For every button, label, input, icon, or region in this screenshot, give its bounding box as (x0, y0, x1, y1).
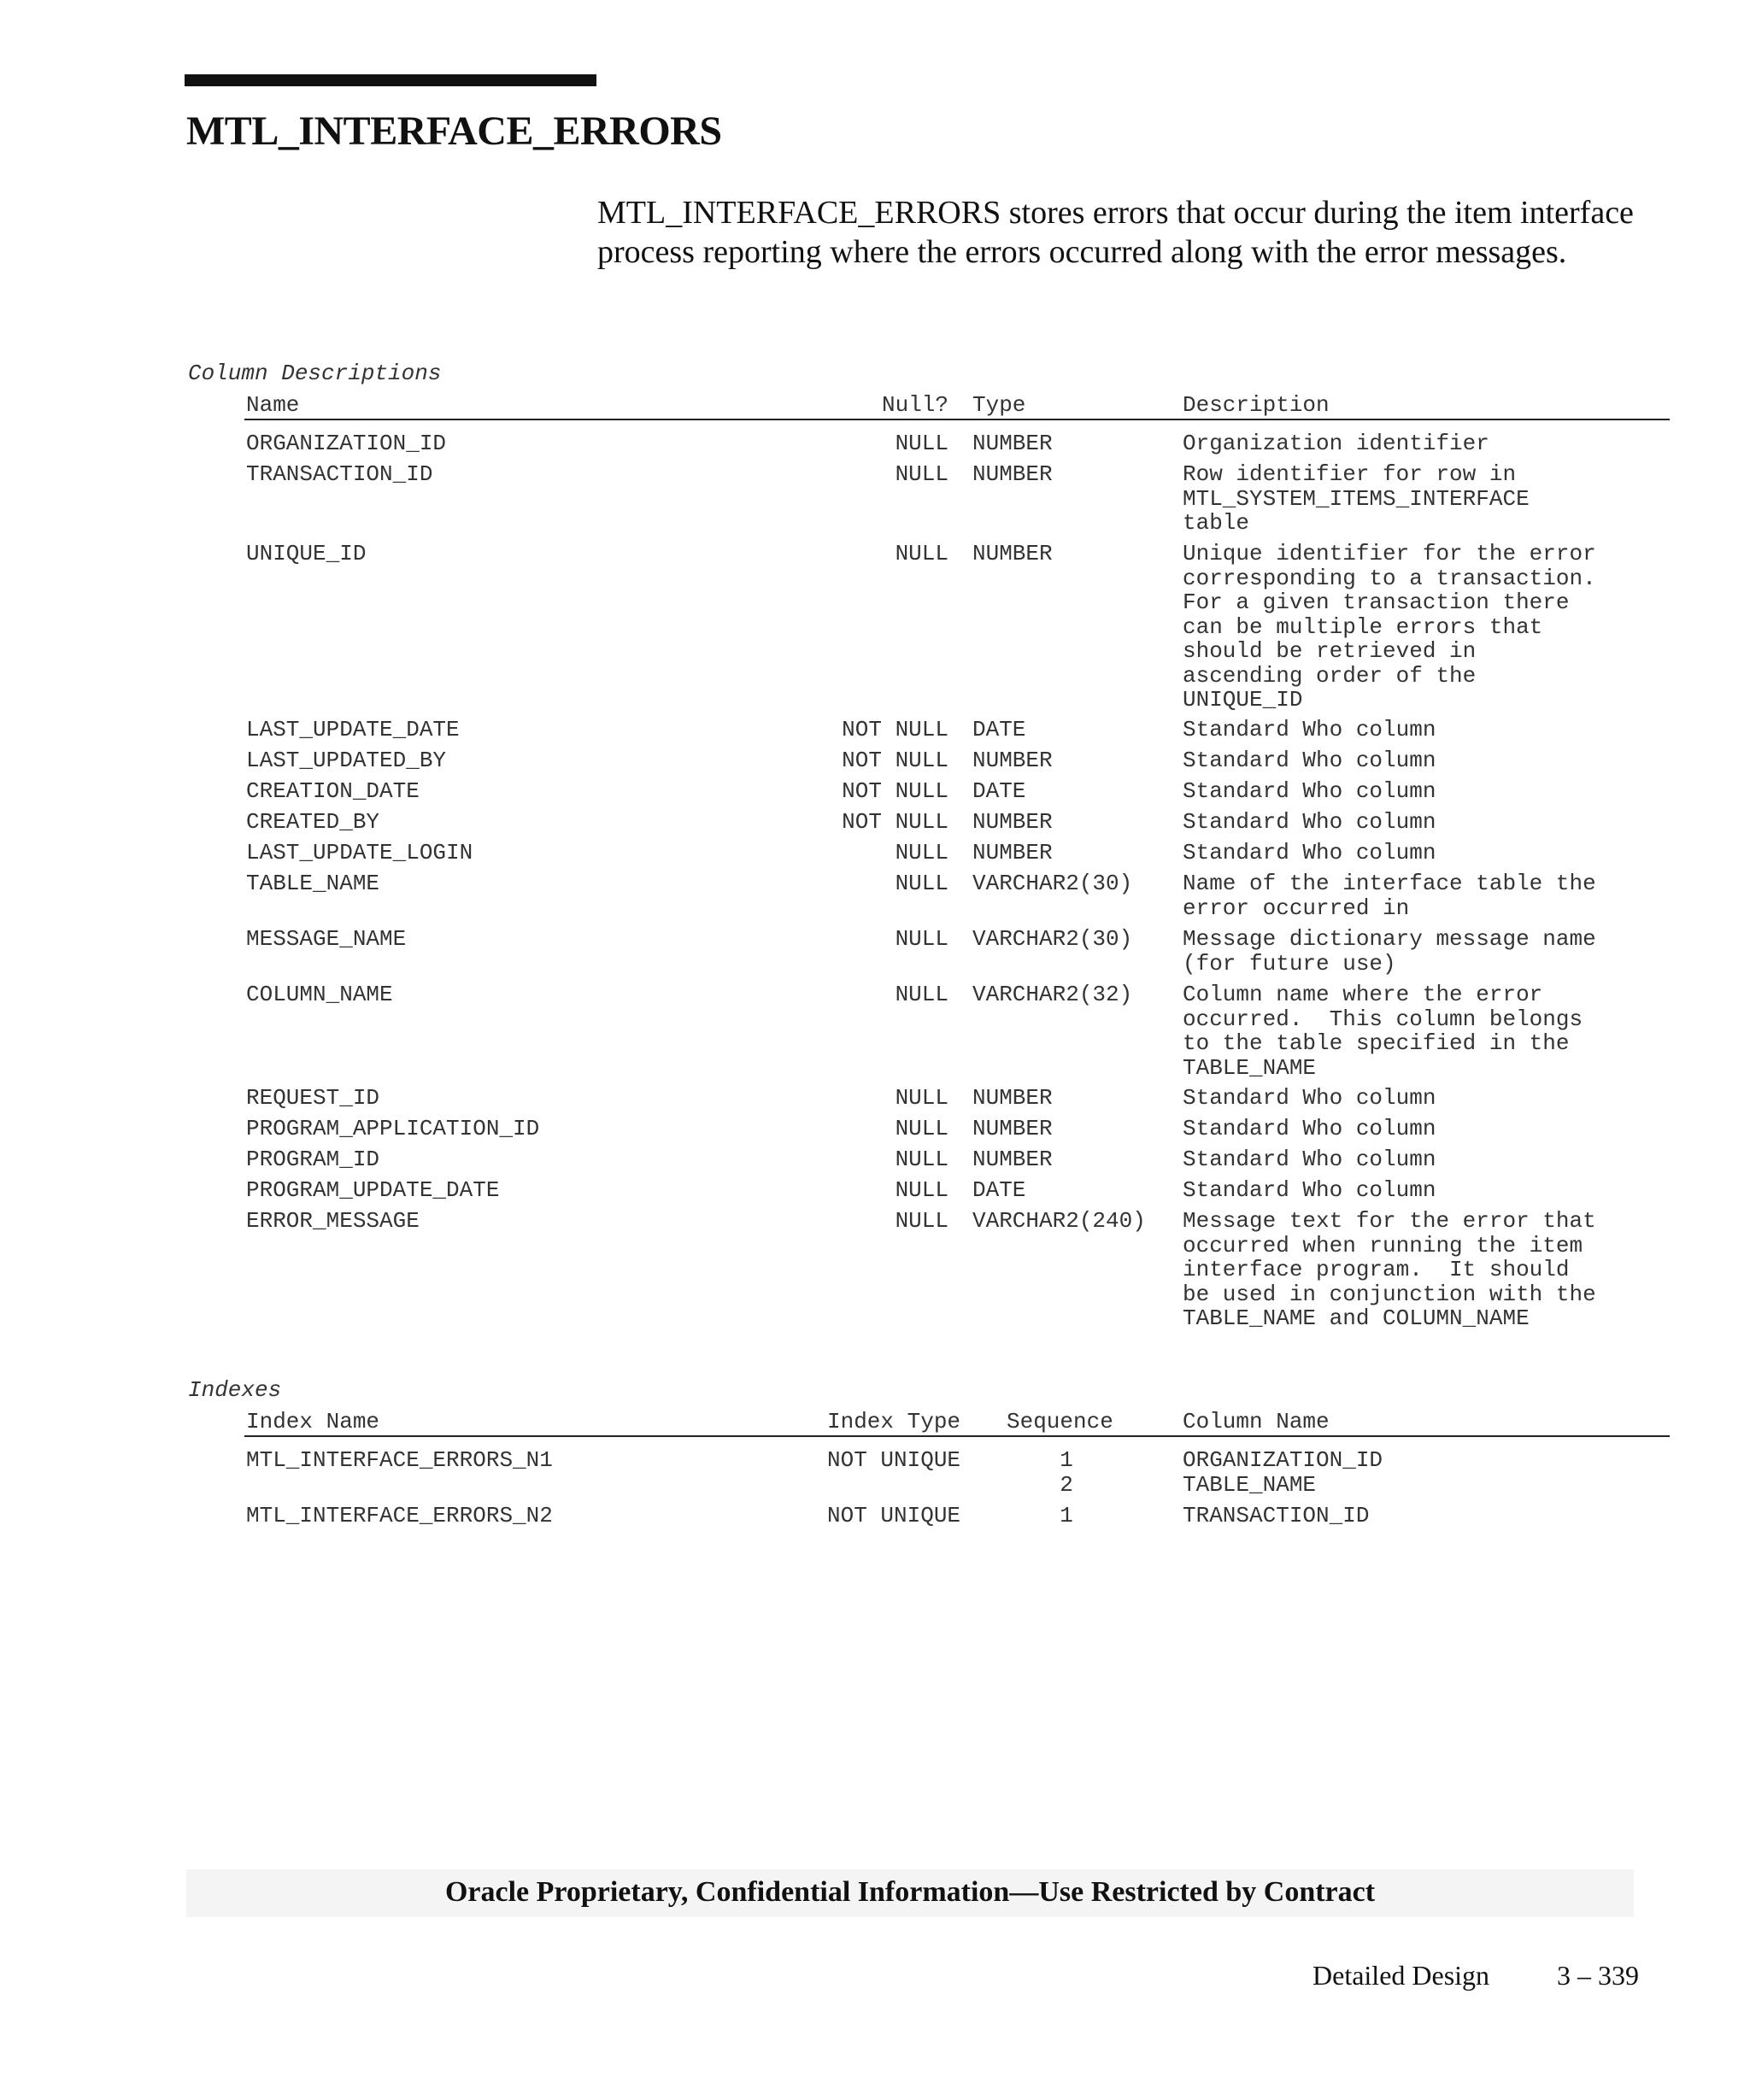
column-name: LAST_UPDATE_DATE (246, 717, 460, 742)
indexes-header-rule (244, 1435, 1670, 1437)
table-intro: MTL_INTERFACE_ERRORS stores errors that occur during the item interface process reporting where the errors occurred along with the error messages. (597, 195, 1634, 270)
header-name: Name (246, 392, 300, 418)
column-null: NULL (895, 1208, 948, 1234)
header-index-name: Index Name (246, 1409, 380, 1434)
index-sequence: 1 2 (1060, 1447, 1073, 1498)
index-type: NOT UNIQUE (827, 1447, 961, 1473)
header-null: Null? (881, 392, 948, 418)
index-column-name: ORGANIZATION_ID TABLE_NAME (1183, 1447, 1383, 1498)
column-name: PROGRAM_APPLICATION_ID (246, 1116, 540, 1141)
column-description: Standard Who column (1183, 840, 1436, 865)
column-name: REQUEST_ID (246, 1085, 380, 1111)
header-description: Description (1183, 392, 1330, 418)
column-type: NUMBER (972, 431, 1053, 456)
column-name: ORGANIZATION_ID (246, 431, 447, 456)
column-description: Column name where the error occurred. This column belongs to the table specified in the TABLE_NAME (1183, 982, 1583, 1081)
column-name: TRANSACTION_ID (246, 461, 433, 487)
index-name: MTL_INTERFACE_ERRORS_N2 (246, 1503, 553, 1528)
column-name: LAST_UPDATED_BY (246, 748, 447, 773)
column-description: Unique identifier for the error corresponding to a transaction. For a given transaction there can be multiple errors that should be retrieved in ascending order of the UNIQUE_ID (1183, 541, 1596, 713)
column-null: NULL (895, 871, 948, 896)
column-null: NOT NULL (842, 717, 948, 742)
column-name: COLUMN_NAME (246, 982, 393, 1007)
column-type: NUMBER (972, 809, 1053, 835)
column-name: CREATION_DATE (246, 778, 420, 804)
column-null: NULL (895, 926, 948, 952)
column-null: NULL (895, 431, 948, 456)
column-name: LAST_UPDATE_LOGIN (246, 840, 473, 865)
column-type: DATE (972, 717, 1026, 742)
header-type: Type (972, 392, 1026, 418)
index-sequence: 1 (1060, 1503, 1073, 1528)
header-index-type: Index Type (827, 1409, 961, 1434)
column-type: NUMBER (972, 541, 1053, 566)
column-name: PROGRAM_UPDATE_DATE (246, 1177, 500, 1203)
column-name: MESSAGE_NAME (246, 926, 407, 952)
column-null: NULL (895, 1116, 948, 1141)
title-rule (185, 74, 596, 86)
column-name: UNIQUE_ID (246, 541, 367, 566)
column-description: Standard Who column (1183, 717, 1436, 742)
page-number: 3 – 339 (1557, 1960, 1639, 1991)
column-null: NULL (895, 541, 948, 566)
column-name: CREATED_BY (246, 809, 380, 835)
column-name: PROGRAM_ID (246, 1147, 380, 1172)
column-null: NULL (895, 982, 948, 1007)
header-sequence: Sequence (1007, 1409, 1113, 1434)
column-type: NUMBER (972, 1116, 1053, 1141)
column-type: VARCHAR2(32) (972, 982, 1133, 1007)
column-type: NUMBER (972, 1147, 1053, 1172)
index-type: NOT UNIQUE (827, 1503, 961, 1528)
column-type: VARCHAR2(30) (972, 926, 1133, 952)
column-null: NULL (895, 461, 948, 487)
header-column-name: Column Name (1183, 1409, 1330, 1434)
column-name: TABLE_NAME (246, 871, 380, 896)
column-description: Name of the interface table the error occurred in (1183, 871, 1596, 921)
column-type: VARCHAR2(30) (972, 871, 1133, 896)
column-description: Standard Who column (1183, 778, 1436, 804)
column-null: NULL (895, 1085, 948, 1111)
column-description: Message dictionary message name (for future use) (1183, 926, 1596, 977)
column-type: DATE (972, 1177, 1026, 1203)
column-type: NUMBER (972, 461, 1053, 487)
column-description: Row identifier for row in MTL_SYSTEM_ITEMS_INTERFACE table (1183, 461, 1530, 536)
column-null: NOT NULL (842, 809, 948, 835)
column-description: Standard Who column (1183, 748, 1436, 773)
column-type: NUMBER (972, 1085, 1053, 1111)
confidential-notice: Oracle Proprietary, Confidential Information––Use Restricted by Contract (444, 1876, 1376, 1908)
column-name: ERROR_MESSAGE (246, 1208, 420, 1234)
column-description: Standard Who column (1183, 1147, 1436, 1172)
column-description: Organization identifier (1183, 431, 1489, 456)
index-column-name: TRANSACTION_ID (1183, 1503, 1370, 1528)
column-description: Standard Who column (1183, 809, 1436, 835)
page-title: MTL_INTERFACE_ERRORS (186, 109, 722, 154)
column-null: NULL (895, 1147, 948, 1172)
column-null: NOT NULL (842, 778, 948, 804)
column-type: DATE (972, 778, 1026, 804)
column-description: Standard Who column (1183, 1116, 1436, 1141)
indexes-label: Indexes (188, 1377, 282, 1403)
column-type: NUMBER (972, 840, 1053, 865)
column-description: Standard Who column (1183, 1085, 1436, 1111)
column-null: NULL (895, 1177, 948, 1203)
column-type: VARCHAR2(240) (972, 1208, 1146, 1234)
column-type: NUMBER (972, 748, 1053, 773)
column-null: NULL (895, 840, 948, 865)
column-descriptions-label: Column Descriptions (188, 361, 442, 386)
index-name: MTL_INTERFACE_ERRORS_N1 (246, 1447, 553, 1473)
column-description: Message text for the error that occurred when running the item interface program. It should be used in conjunction with the TABLE_NAME and COLUMN_NAME (1183, 1208, 1596, 1331)
section-label: Detailed Design (1312, 1960, 1490, 1991)
column-description: Standard Who column (1183, 1177, 1436, 1203)
columns-header-rule (244, 419, 1670, 420)
column-null: NOT NULL (842, 748, 948, 773)
